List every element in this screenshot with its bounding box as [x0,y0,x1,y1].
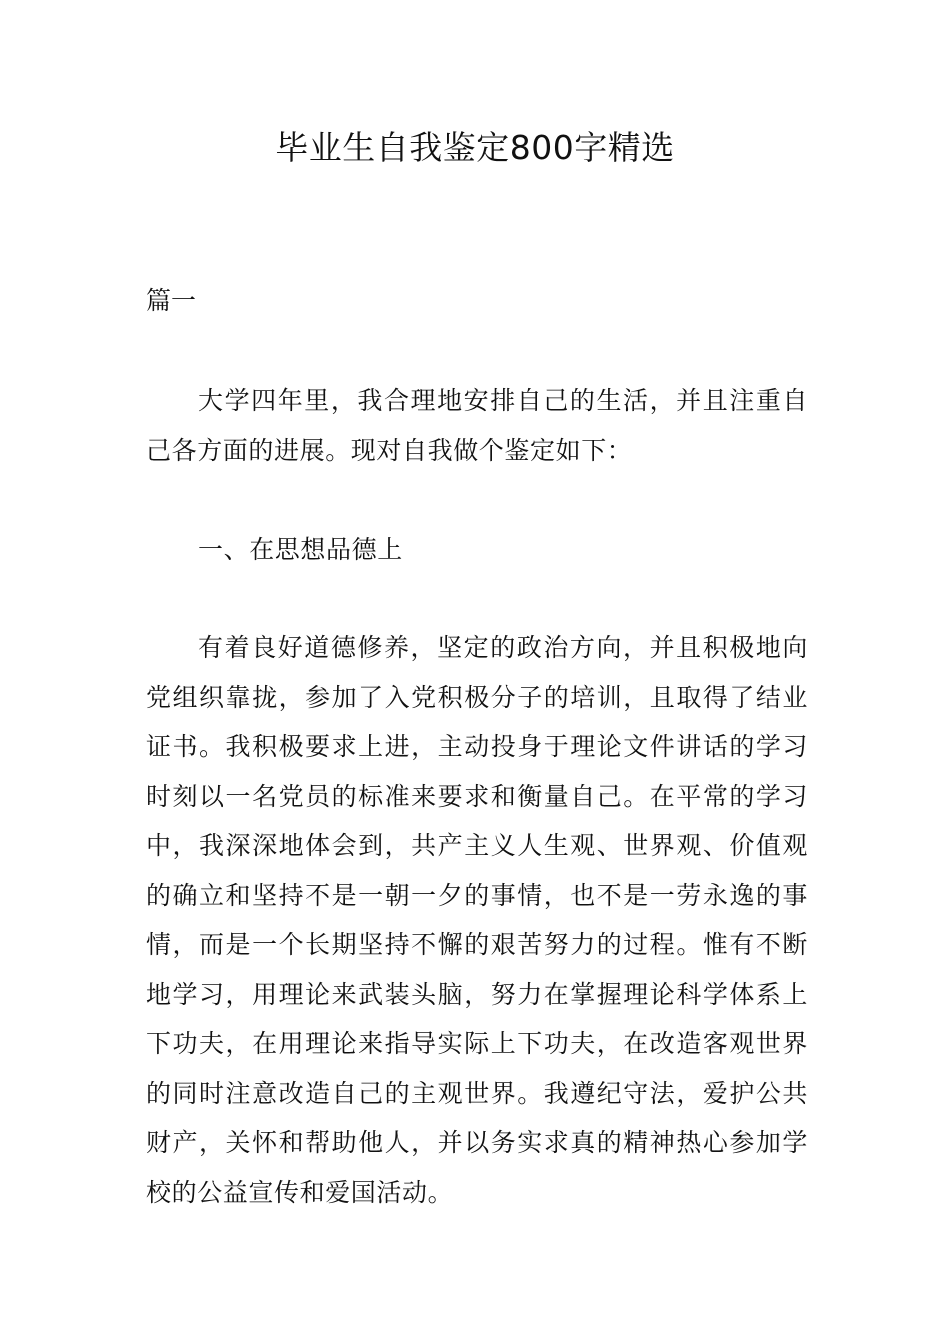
intro-paragraph: 大学四年里，我合理地安排自己的生活，并且注重自己各方面的进展。现对自我做个鉴定如下： [146,386,808,465]
section-label: 篇一 [146,286,197,315]
document-title: 毕业生自我鉴定800字精选 [275,128,675,167]
body-paragraph: 有着良好道德修养，坚定的政治方向，并且积极地向党组织靠拢，参加了入党积极分子的培训，且取得了结业证书。我积极要求上进，主动投身于理论文件讲话的学习时刻以一名党员的标准来要求和衡量自己。在平常的学习中，我深深地体会到，共产主义人生观、世界观、价值观的确立和坚持不是一朝一夕的事情，也不是一劳永逸的事情，而是一个长期坚持不懈的艰苦努力的过程。惟有不断地学习，用理论来武装头脑，努力在掌握理论科学体系上下功夫，在用理论来指导实际上下功夫，在改造客观世界的同时注意改造自己的主观世界。我遵纪守法，爱护公共财产，关怀和帮助他人，并以务实求真的精神热心参加学校的公益宣传和爱国活动。 [146,633,808,1207]
section-heading: 一、在思想品德上 [198,535,403,564]
